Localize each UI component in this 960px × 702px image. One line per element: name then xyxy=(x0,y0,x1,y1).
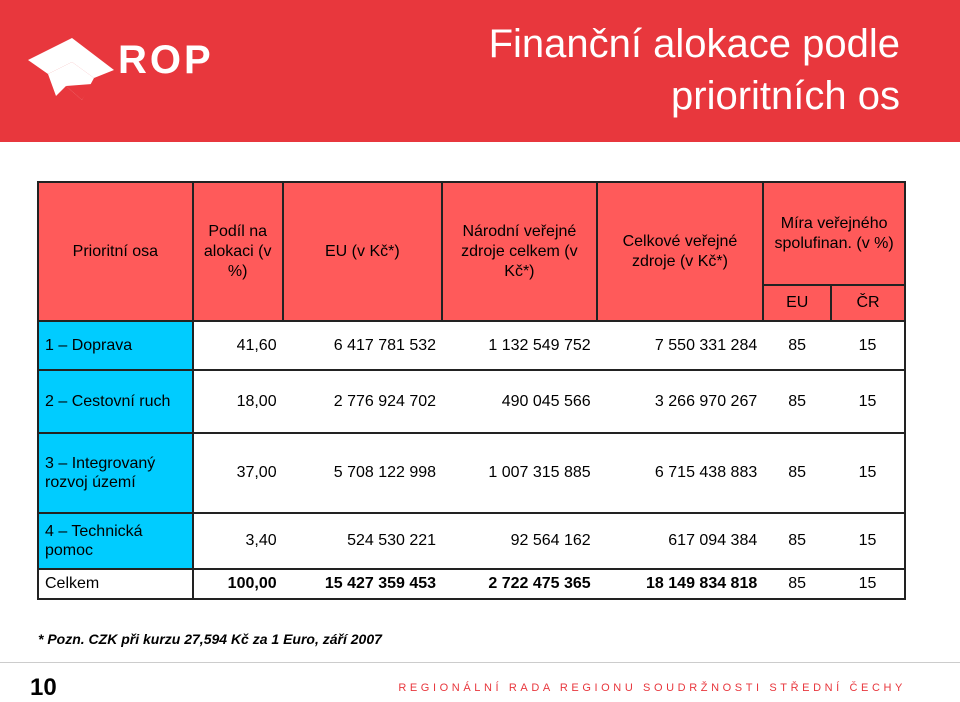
total-share: 100,00 xyxy=(193,569,283,599)
title-line-1: Finanční alokace podle xyxy=(488,22,900,66)
header-total-public: Celkové veřejné zdroje (v Kč*) xyxy=(597,182,764,321)
row-rate-eu: 85 xyxy=(763,433,831,513)
total-label: Celkem xyxy=(38,569,193,599)
header-banner xyxy=(0,0,960,142)
row-total: 617 094 384 xyxy=(597,513,764,569)
total-eu: 15 427 359 453 xyxy=(283,569,442,599)
total-sum: 18 149 834 818 xyxy=(597,569,764,599)
row-share: 37,00 xyxy=(193,433,283,513)
header-share: Podíl na alokaci (v %) xyxy=(193,182,283,321)
header-rate: Míra veřejného spolufinan. (v %) xyxy=(763,182,905,285)
row-axis: 1 – Doprava xyxy=(38,321,193,370)
footer-divider xyxy=(0,662,960,663)
row-rate-cr: 15 xyxy=(831,321,905,370)
footer-text: REGIONÁLNÍ RADA REGIONU SOUDRŽNOSTI STŘEDNÍ ČECHY xyxy=(398,682,906,694)
row-axis: 2 – Cestovní ruch xyxy=(38,370,193,433)
row-eu: 6 417 781 532 xyxy=(283,321,442,370)
row-share: 18,00 xyxy=(193,370,283,433)
table-row xyxy=(38,321,905,370)
logo-text: ROP xyxy=(118,38,214,82)
row-rate-cr: 15 xyxy=(831,370,905,433)
header-eu: EU (v Kč*) xyxy=(283,182,442,321)
row-rate-cr: 15 xyxy=(831,513,905,569)
footnote: * Pozn. CZK při kurzu 27,594 Kč za 1 Euro, září 2007 xyxy=(38,631,382,647)
row-rate-eu: 85 xyxy=(763,321,831,370)
header-axis: Prioritní osa xyxy=(38,182,193,321)
total-rate-cr: 15 xyxy=(831,569,905,599)
row-eu: 524 530 221 xyxy=(283,513,442,569)
row-axis: 4 – Technická pomoc xyxy=(38,513,193,569)
title-line-2: prioritních os xyxy=(671,74,900,118)
header-national: Národní veřejné zdroje celkem (v Kč*) xyxy=(442,182,597,321)
page-number: 10 xyxy=(30,674,57,701)
row-share: 3,40 xyxy=(193,513,283,569)
row-total: 3 266 970 267 xyxy=(597,370,764,433)
row-national: 1 007 315 885 xyxy=(442,433,597,513)
row-rate-eu: 85 xyxy=(763,513,831,569)
row-total: 6 715 438 883 xyxy=(597,433,764,513)
total-national: 2 722 475 365 xyxy=(442,569,597,599)
header-rate-eu: EU xyxy=(763,285,831,321)
row-national: 92 564 162 xyxy=(442,513,597,569)
header-rate-cr: ČR xyxy=(831,285,905,321)
table-header-row xyxy=(38,182,905,285)
table-row xyxy=(38,370,905,433)
allocation-table xyxy=(37,181,906,600)
row-rate-eu: 85 xyxy=(763,370,831,433)
total-rate-eu: 85 xyxy=(763,569,831,599)
row-rate-cr: 15 xyxy=(831,433,905,513)
table-total-row xyxy=(38,569,905,599)
row-share: 41,60 xyxy=(193,321,283,370)
row-national: 1 132 549 752 xyxy=(442,321,597,370)
row-axis: 3 – Integrovaný rozvoj území xyxy=(38,433,193,513)
table-row xyxy=(38,513,905,569)
row-eu: 5 708 122 998 xyxy=(283,433,442,513)
table-row xyxy=(38,433,905,513)
row-eu: 2 776 924 702 xyxy=(283,370,442,433)
row-total: 7 550 331 284 xyxy=(597,321,764,370)
row-national: 490 045 566 xyxy=(442,370,597,433)
page-title xyxy=(340,18,900,122)
